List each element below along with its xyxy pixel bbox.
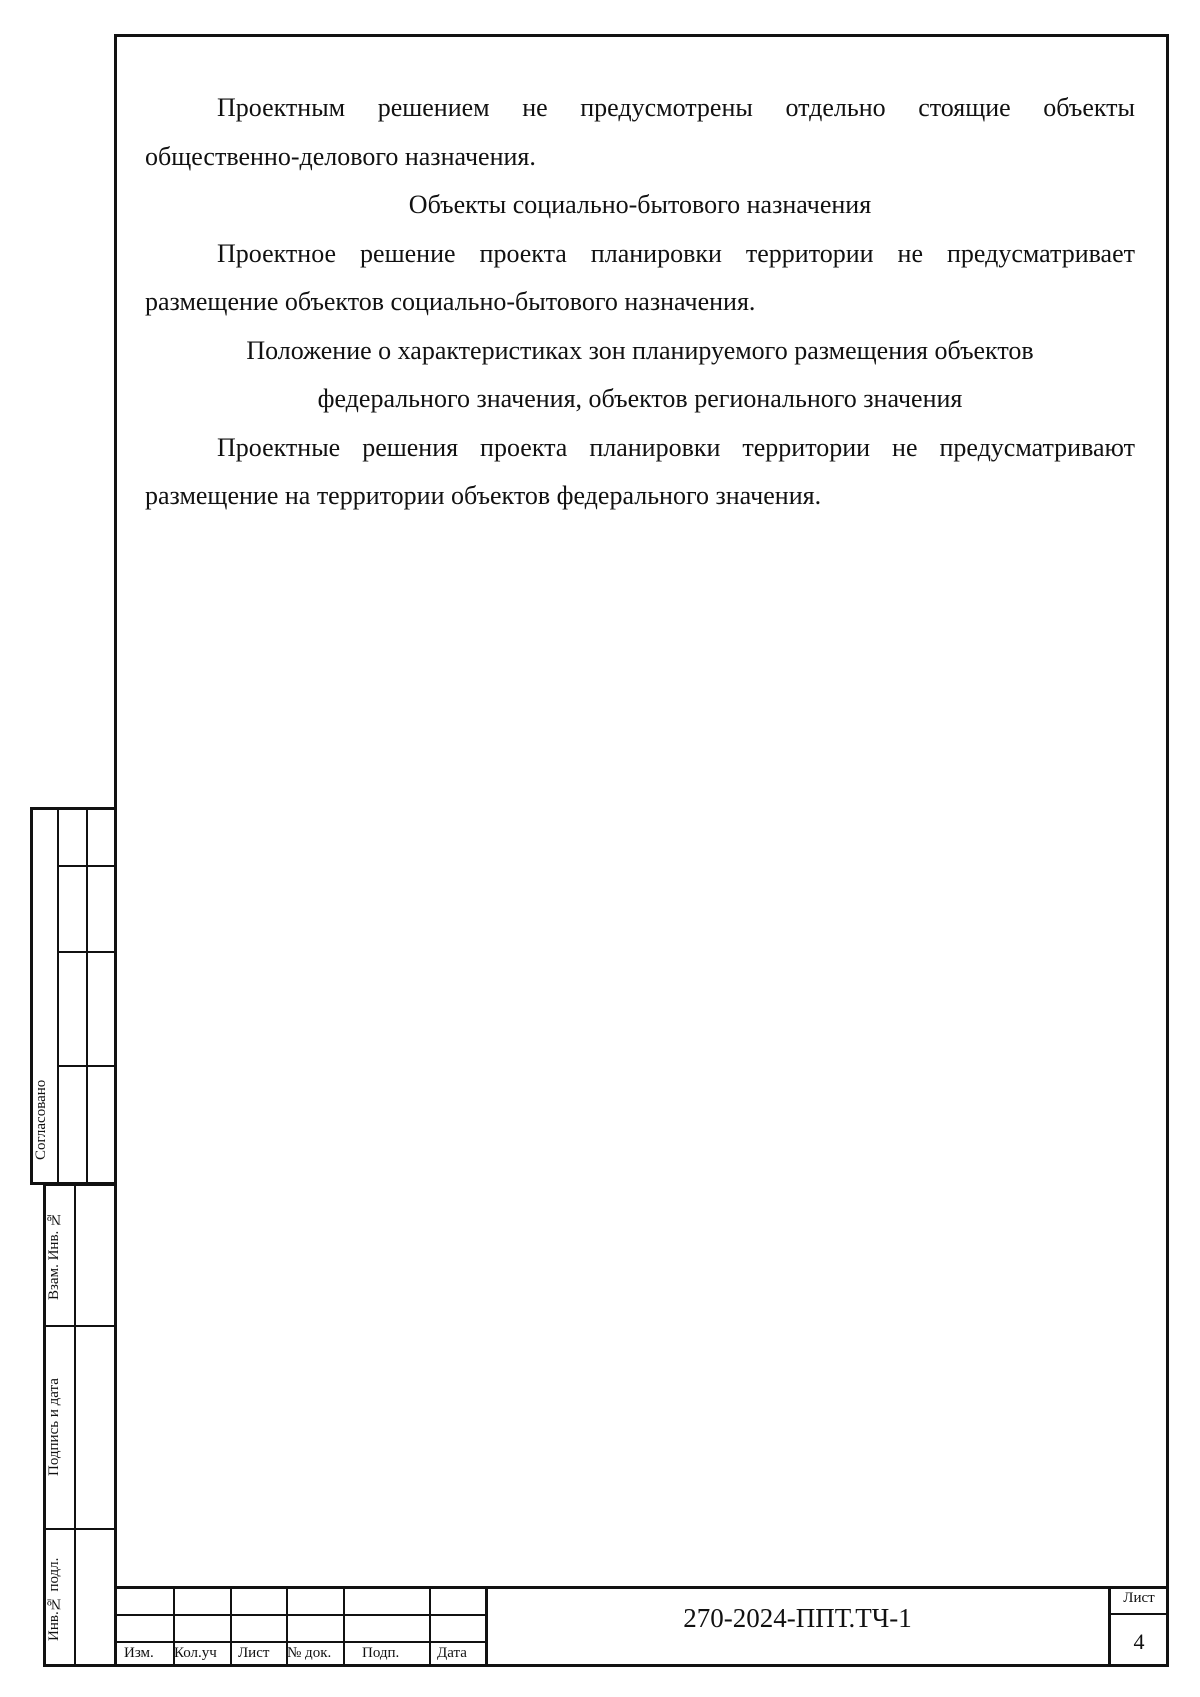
- col-date-label: Дата: [437, 1645, 467, 1661]
- signature-date-label: Подпись и дата: [46, 1378, 62, 1476]
- agreed-divider: [57, 807, 59, 1185]
- agreed-label: Согласовано: [33, 1079, 49, 1161]
- inv-stamp-row-line: [43, 1325, 115, 1327]
- title-block-row-line: [114, 1614, 487, 1616]
- sheet-number: 4: [1133, 1629, 1145, 1654]
- col-list-label: Лист: [238, 1645, 270, 1661]
- document-code: 270-2024-ППТ.ТЧ-1: [683, 1603, 912, 1633]
- col-kol-label: Кол.уч: [174, 1645, 217, 1661]
- title-block-col-line: [343, 1586, 345, 1667]
- paragraph-2: Проектное решение проекта планировки территории не предусматривает размещение объектов социально-бытового назначения.: [145, 238, 1135, 316]
- title-block-top-line: [114, 1586, 1169, 1589]
- inv-stamp-divider: [74, 1183, 76, 1667]
- agreed-row-line: [57, 951, 115, 953]
- replaced-inv-label: Взам. Инв. №: [46, 1210, 62, 1300]
- sheet-row-line: [1108, 1613, 1169, 1615]
- heading-zones-line-1: Положение о характеристиках зон планируемого размещения объектов: [246, 335, 1034, 365]
- col-izm-label: Изм.: [124, 1645, 154, 1661]
- title-block-row-line: [114, 1641, 487, 1643]
- heading-zones-line-2: федерального значения, объектов регионального значения: [317, 384, 963, 413]
- title-block-col-line: [429, 1586, 431, 1667]
- col-doc-label: № док.: [287, 1645, 332, 1661]
- col-podp-label: Подп.: [362, 1645, 400, 1661]
- document-body: [145, 84, 1135, 521]
- paragraph-1: Проектным решением не предусмотрены отдельно стоящие объекты общественно-делового назначения.: [145, 93, 1135, 171]
- title-block-col-line: [485, 1586, 488, 1667]
- paragraph-3: Проектные решения проекта планировки территории не предусматривают размещение на территории объектов федерального значения.: [145, 432, 1135, 510]
- inv-orig-label: Инв.№ подл.: [46, 1557, 62, 1641]
- agreed-row-line: [57, 865, 115, 867]
- agreed-divider-2: [86, 807, 88, 1185]
- sheet-label: Лист: [1123, 1590, 1155, 1606]
- inv-stamp-row-line: [43, 1528, 115, 1530]
- title-block-col-line: [230, 1586, 232, 1667]
- agreed-row-line: [57, 1065, 115, 1067]
- heading-social: Объекты социально-бытового назначения: [408, 190, 872, 219]
